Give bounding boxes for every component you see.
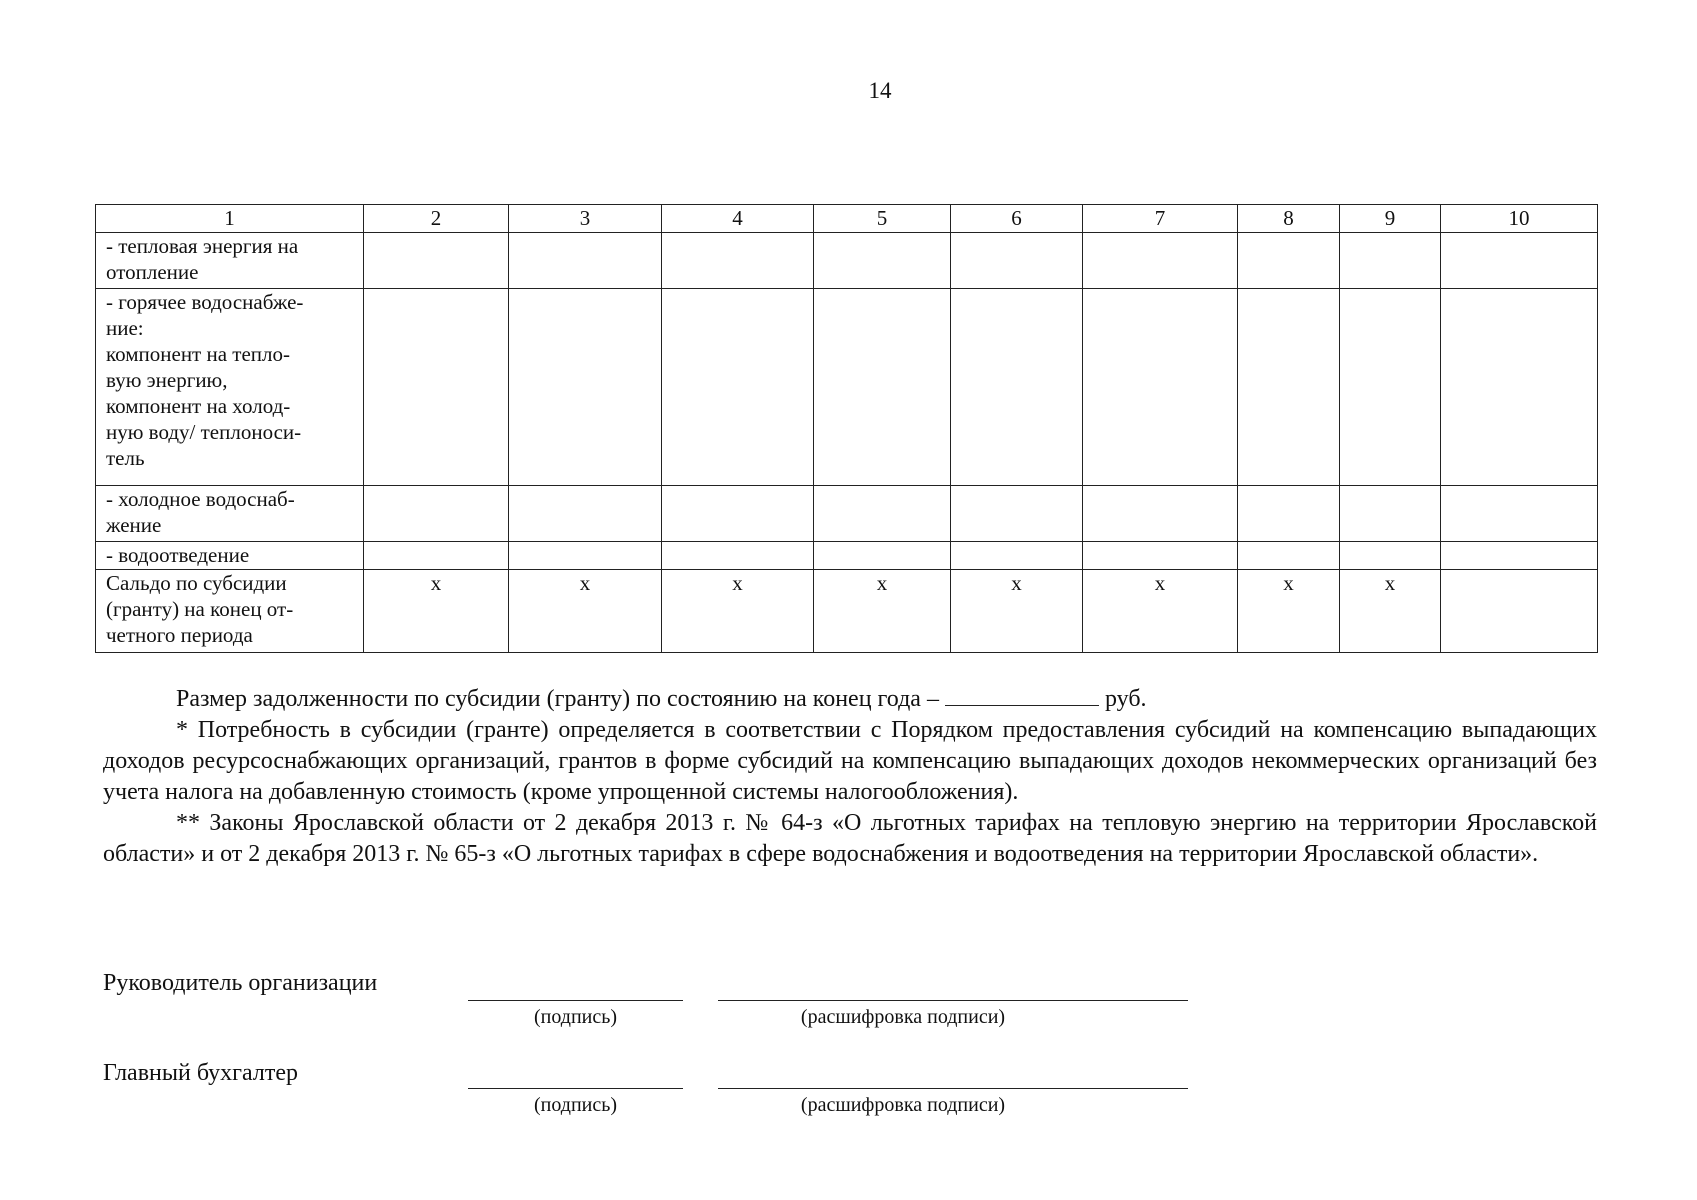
table-cell (662, 542, 814, 570)
table-cell (364, 486, 509, 542)
column-number: 10 (1441, 205, 1598, 233)
table-cell (509, 542, 662, 570)
table-cell (1340, 233, 1441, 289)
report-table (95, 204, 1598, 653)
column-number: 7 (1083, 205, 1238, 233)
table-cell (1340, 542, 1441, 570)
column-number: 5 (814, 205, 951, 233)
table-cell (662, 289, 814, 486)
footnote-1: * Потребность в субсидии (гранте) определяется в соответствии с Порядком предоставления субсидий на компенсацию выпадающих доходов ресурсоснабжающих организаций, грантов в форме субсидий на компенсацию выпадающих доходов некоммерческих организаций без учета налога на добавленную стоимость (кроме упрощенной системы налогообложения). (103, 717, 1597, 805)
table-cell (1441, 289, 1598, 486)
table-cell (1238, 542, 1340, 570)
table-header-row (96, 205, 1598, 233)
table-cell (1083, 233, 1238, 289)
table-row (96, 486, 1598, 542)
table-cell (951, 233, 1083, 289)
table-row (96, 289, 1598, 486)
table-cell (1083, 289, 1238, 486)
table-cell (662, 233, 814, 289)
row-label-sewerage: - водоотведение (96, 542, 364, 570)
signature-caption: (подпись) (533, 1006, 618, 1028)
row-label-heat-energy: - тепловая энергия на отопление (96, 233, 364, 289)
signature-decode-caption: (расшифровка подписи) (800, 1094, 1006, 1116)
table-cell: х (951, 570, 1083, 653)
table-cell (364, 289, 509, 486)
table-cell (1238, 289, 1340, 486)
table-cell (951, 486, 1083, 542)
table-cell (509, 486, 662, 542)
row-label-balance: Сальдо по субсидии (гранту) на конец от- четного периода (96, 570, 364, 653)
table-cell (364, 233, 509, 289)
table-cell: х (1238, 570, 1340, 653)
table-cell (1340, 289, 1441, 486)
table-cell (814, 542, 951, 570)
table-cell: х (814, 570, 951, 653)
table-cell: х (509, 570, 662, 653)
footnote-2: ** Законы Ярославской области от 2 декабря 2013 г. № 64-з «О льготных тарифах на тепловую энергию на территории Ярославской области» и от 2 декабря 2013 г. № 65-з «О льготных тарифах в сфере водоснабжения и водоотведения на территории Ярославской области». (103, 810, 1597, 867)
table-cell: х (1340, 570, 1441, 653)
signature-decode-line (718, 1088, 1188, 1089)
table-cell (1441, 486, 1598, 542)
table-cell (364, 542, 509, 570)
column-number: 6 (951, 205, 1083, 233)
table-cell (662, 486, 814, 542)
row-label-hot-water: - горячее водоснабже- ние: компонент на тепло- вую энергию, компонент на холод- ную воду/ теплоноси- тель (96, 289, 364, 486)
table-row (96, 570, 1598, 653)
signature-role: Главный бухгалтер (103, 1060, 298, 1086)
table-cell (814, 289, 951, 486)
signature-line (468, 1000, 683, 1001)
column-number: 8 (1238, 205, 1340, 233)
debt-line: Размер задолженности по субсидии (гранту) по состоянию на конец года – руб. (176, 686, 1147, 712)
table-row (96, 542, 1598, 570)
table-cell (1441, 233, 1598, 289)
table-cell (951, 289, 1083, 486)
table-cell (509, 289, 662, 486)
table-cell: х (364, 570, 509, 653)
signature-line (468, 1088, 683, 1089)
table-cell (1238, 486, 1340, 542)
row-label-cold-water: - холодное водоснаб- жение (96, 486, 364, 542)
table-cell (1083, 486, 1238, 542)
column-number: 4 (662, 205, 814, 233)
table-cell (1441, 542, 1598, 570)
column-number: 3 (509, 205, 662, 233)
table-cell (814, 486, 951, 542)
table-cell (814, 233, 951, 289)
signature-decode-line (718, 1000, 1188, 1001)
notes-block (103, 684, 1597, 870)
signature-decode-caption: (расшифровка подписи) (800, 1006, 1006, 1028)
page-number: 14 (868, 78, 892, 103)
signature-caption: (подпись) (533, 1094, 618, 1116)
table-cell: х (662, 570, 814, 653)
table-row (96, 233, 1598, 289)
column-number: 1 (96, 205, 364, 233)
table-cell (1083, 542, 1238, 570)
debt-amount-blank (945, 685, 1099, 706)
table-cell (1441, 570, 1598, 653)
table-cell: х (1083, 570, 1238, 653)
table-cell (1340, 486, 1441, 542)
signature-role: Руководитель организации (103, 970, 378, 996)
column-number: 2 (364, 205, 509, 233)
table-cell (951, 542, 1083, 570)
table-cell (1238, 233, 1340, 289)
table-cell (509, 233, 662, 289)
column-number: 9 (1340, 205, 1441, 233)
